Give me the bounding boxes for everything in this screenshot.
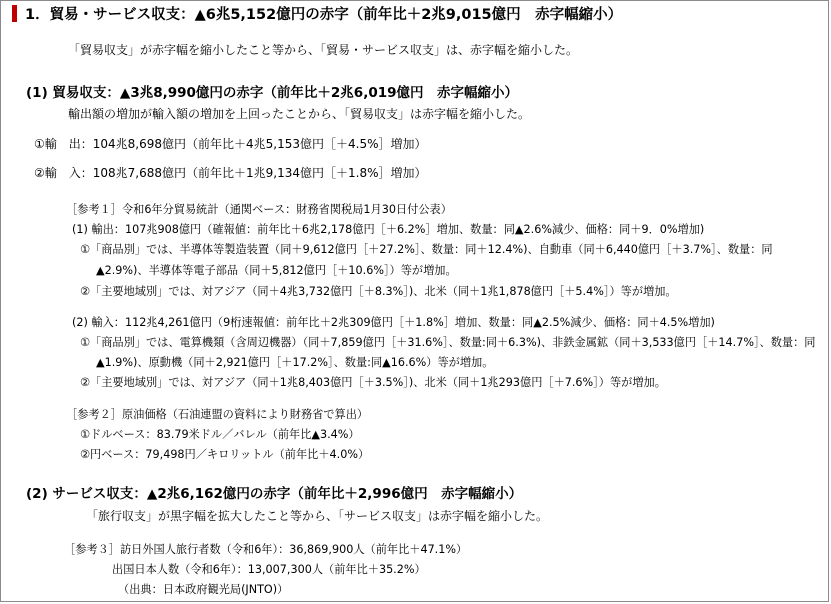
section-summary: 「貿易収支」が赤字幅を縮小したこと等から、「貿易・サービス収支」は、赤字幅を縮小した。 [68, 43, 579, 57]
reference-2-title: ［参考２］原油価格（石油連盟の資料により財務省で算出） [66, 408, 369, 421]
ref1-exports-by-region: ②「主要地域別」では、対アジア（同＋4兆3,732億円［＋8.3%］)、北米（同＋1兆1,878億円［＋5.4%］）等が増加。 [80, 285, 677, 298]
reference-3-departures: 出国日本人数（令和6年）：13,007,300人（前年比＋35.2%） [112, 563, 426, 576]
trade-balance-heading: (1) 貿易収支：▲3兆8,990億円の赤字（前年比＋2兆6,019億円 赤字幅縮小） [26, 85, 519, 101]
trade-balance-summary: 輸出額の増加が輸入額の増加を上回ったことから、「貿易収支」は赤字幅を縮小した。 [68, 107, 531, 121]
reference-3-visitors: ［参考３］訪日外国人旅行者数（令和6年）：36,869,900人（前年比＋47.1%） [64, 543, 468, 556]
reference-3-source: （出典：日本政府観光局(JNTO)） [118, 583, 289, 596]
ref1-exports-line: (1) 輸出：107兆908億円（確報値：前年比＋6兆2,178億円［＋6.2%］増加、数量：同▲2.6%減少、価格：同＋9．0%増加) [72, 223, 705, 236]
exports-line: ①輸 出：104兆8,698億円（前年比＋4兆5,153億円［＋4.5%］増加） [34, 137, 427, 151]
reference-1-title: ［参考１］令和6年分貿易統計（通関ベース：財務省関税局1月30日付公表） [66, 203, 452, 216]
ref1-imports-by-product-cont: ▲1.9%)、原動機（同＋2,921億円［＋17.2%］、数量:同▲16.6%）等が増加。 [96, 356, 494, 369]
heading-marker [12, 5, 17, 22]
section-heading [12, 5, 622, 25]
ref1-imports-line: (2) 輸入：112兆4,261億円（9桁速報値：前年比＋2兆309億円［＋1.8%］増加、数量：同▲2.5%減少、価格：同＋4.5%増加) [72, 316, 715, 329]
services-balance-summary: 「旅行収支」が黒字幅を拡大したこと等から、「サービス収支」は赤字幅を縮小した。 [86, 509, 549, 523]
crude-oil-yen: ②円ベース：79,498円／キロリットル（前年比＋4.0%） [80, 448, 370, 461]
ref1-imports-by-region: ②「主要地域別」では、対アジア（同＋1兆8,403億円［＋3.5%］)、北米（同＋1兆293億円［＋7.6%］）等が増加。 [80, 376, 666, 389]
section-heading-text: 1．貿易・サービス収支：▲6兆5,152億円の赤字（前年比＋2兆9,015億円 赤字幅縮小） [25, 7, 623, 23]
imports-line: ②輸 入：108兆7,688億円（前年比＋1兆9,134億円［＋1.8%］増加） [34, 166, 427, 180]
crude-oil-dollar: ①ドルベース：83.79米ドル／バレル（前年比▲3.4%） [80, 428, 360, 441]
services-balance-heading: (2) サービス収支：▲2兆6,162億円の赤字（前年比＋2,996億円 赤字幅縮小） [26, 486, 523, 502]
ref1-exports-by-product: ①「商品別」では、半導体等製造装置（同＋9,612億円［＋27.2%］、数量：同＋12.4%)、自動車（同＋6,440億円［＋3.7%］、数量：同 [80, 243, 773, 256]
ref1-exports-by-product-cont: ▲2.9%)、半導体等電子部品（同＋5,812億円［＋10.6%］）等が増加。 [96, 264, 457, 277]
ref1-imports-by-product: ①「商品別」では、電算機類（含周辺機器）（同＋7,859億円［＋31.6%］、数量:同＋6.3%)、非鉄金属鉱（同＋3,533億円［＋14.7%］、数量：同 [80, 336, 816, 349]
